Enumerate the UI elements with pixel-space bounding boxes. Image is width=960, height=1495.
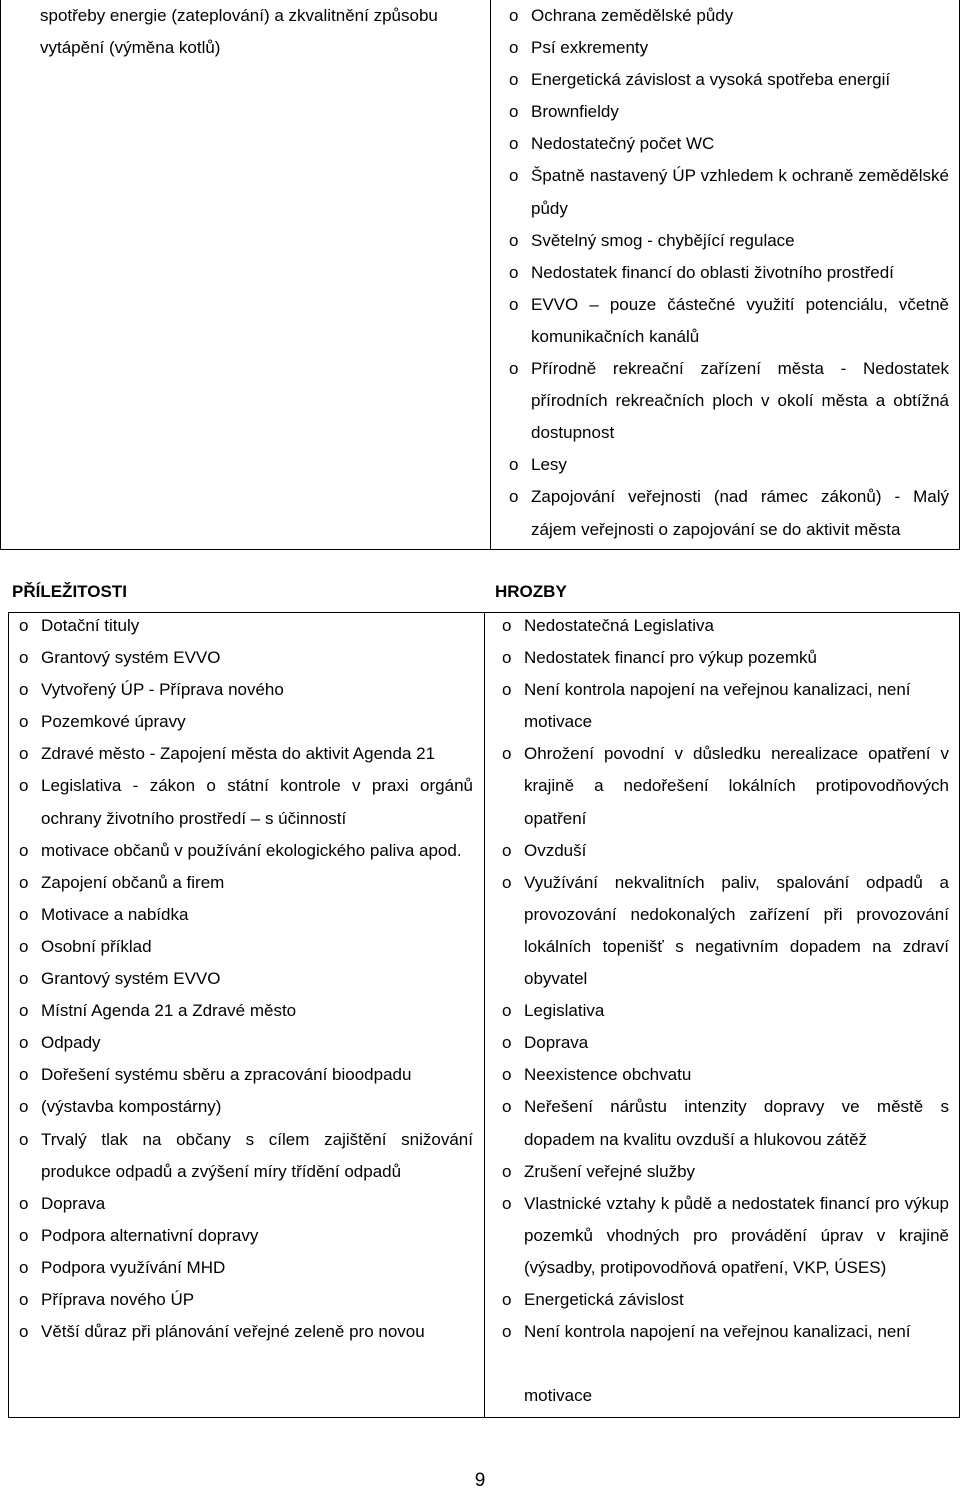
list-item-text: Osobní příklad bbox=[41, 936, 152, 956]
list-item-text: Zrušení veřejné služby bbox=[524, 1161, 696, 1181]
list-item-text: Větší důraz při plánování veřejné zeleně pro novou bbox=[41, 1322, 425, 1342]
list-item-text: Nedostatečná Legislativa bbox=[524, 616, 714, 635]
list-item bbox=[12, 770, 473, 834]
list-item-text: Brownfieldy bbox=[531, 102, 619, 122]
list-item-text: Ohrožení povodní v důsledku nerealizace opatření v krajině a nedořešení lokálních protipovodňových opatření bbox=[524, 744, 949, 828]
list-item bbox=[12, 1124, 473, 1188]
list-item bbox=[12, 1027, 473, 1059]
top-left-cell-text: spotřeby energie (zateplování) a zkvalitnění způsobu vytápění (výměna kotlů) bbox=[40, 6, 438, 58]
list-item bbox=[502, 96, 949, 128]
list-item bbox=[502, 64, 949, 96]
list-item bbox=[12, 835, 473, 867]
list-item bbox=[495, 1091, 949, 1155]
list-item-text: Neexistence obchvatu bbox=[524, 1065, 692, 1085]
threat-continuation-2: motivace bbox=[524, 1386, 593, 1405]
list-item-text: Doprava bbox=[41, 1193, 106, 1213]
list-item bbox=[12, 1284, 473, 1316]
list-item bbox=[12, 706, 473, 738]
list-item-text: Nedostatek financí pro výkup pozemků bbox=[524, 648, 817, 668]
list-item bbox=[502, 32, 949, 64]
list-item bbox=[502, 225, 949, 257]
list-item bbox=[495, 642, 949, 674]
list-item-text: Ovzduší bbox=[524, 840, 587, 860]
list-item-text: Není kontrola napojení na veřejnou kanalizaci, není bbox=[524, 1322, 911, 1342]
list-item bbox=[12, 867, 473, 899]
list-item-text: Psí exkrementy bbox=[531, 38, 649, 58]
opportunities-header: PŘÍLEŽITOSTI bbox=[12, 582, 127, 601]
list-item bbox=[495, 1059, 949, 1091]
list-item bbox=[495, 610, 949, 642]
list-item-text: Energetická závislost bbox=[524, 1289, 684, 1309]
list-item bbox=[502, 257, 949, 289]
list-item-text: Odpady bbox=[41, 1033, 101, 1053]
list-item-text: Podpora alternativní dopravy bbox=[41, 1225, 259, 1245]
list-item bbox=[12, 1091, 473, 1123]
list-item bbox=[12, 610, 473, 642]
list-item-text: Grantový systém EVVO bbox=[41, 648, 221, 668]
list-item-text: Dořešení systému sběru a zpracování bioodpadu bbox=[41, 1065, 412, 1085]
list-item-text: Pozemkové úpravy bbox=[41, 712, 186, 732]
list-item bbox=[12, 931, 473, 963]
list-item-text: Vytvořený ÚP - Příprava nového bbox=[41, 680, 284, 700]
list-item-text: Lesy bbox=[531, 455, 567, 475]
list-item-text: Zapojování veřejnosti (nad rámec zákonů) - Malý zájem veřejnosti o zapojování se do aktivit města bbox=[531, 487, 949, 539]
bottom-table-divider bbox=[484, 612, 485, 1418]
list-item-text: Trvalý tlak na občany s cílem zajištění snižování produkce odpadů a zvýšení míry třídění odpadů bbox=[41, 1129, 473, 1181]
list-item-text: Vlastnické vztahy k půdě a nedostatek financí pro výkup pozemků vhodných pro provádění úprav v krajině (výsadby, protipovodňová opatření, VKP, ÚSES) bbox=[524, 1193, 949, 1277]
list-item-text: Doprava bbox=[524, 1033, 589, 1053]
list-item-text: Dotační tituly bbox=[41, 616, 140, 635]
top-table-divider bbox=[490, 0, 491, 550]
list-item-text: Podpora využívání MHD bbox=[41, 1257, 226, 1277]
opportunities-list bbox=[12, 610, 473, 1348]
list-item-text: Místní Agenda 21 a Zdravé město bbox=[41, 1001, 297, 1021]
list-item bbox=[502, 160, 949, 224]
list-item bbox=[12, 1252, 473, 1284]
list-item bbox=[12, 963, 473, 995]
list-item bbox=[495, 1284, 949, 1316]
list-item bbox=[12, 1316, 473, 1348]
top-right-list bbox=[502, 0, 949, 546]
list-item bbox=[502, 449, 949, 481]
list-item bbox=[502, 353, 949, 449]
list-item bbox=[495, 867, 949, 995]
list-item-text: Ochrana zemědělské půdy bbox=[531, 6, 734, 25]
list-item bbox=[12, 1220, 473, 1252]
page-number: 9 bbox=[474, 1470, 486, 1491]
list-item-text: Špatně nastavený ÚP vzhledem k ochraně zemědělské půdy bbox=[531, 166, 949, 218]
list-item-text: Není kontrola napojení na veřejnou kanalizaci, není bbox=[524, 680, 911, 700]
list-item bbox=[12, 1059, 473, 1091]
threats-header: HROZBY bbox=[495, 582, 567, 601]
list-item bbox=[495, 995, 949, 1027]
list-item-text: Energetická závislost a vysoká spotřeba energií bbox=[531, 70, 891, 90]
list-item-text: Neřešení nárůstu intenzity dopravy ve městě s dopadem na kvalitu ovzduší a hlukovou zátěž bbox=[524, 1097, 949, 1149]
list-item-text: Přírodně rekreační zařízení města - Nedostatek přírodních rekreačních ploch v okolí města a obtížná dostupnost bbox=[531, 359, 949, 443]
list-item bbox=[495, 738, 949, 834]
list-item-text: Využívání nekvalitních paliv, spalování odpadů a provozování nedokonalých zařízení při provozování lokálních topenišť s negativním dopadem na zdraví obyvatel bbox=[524, 872, 949, 989]
list-item-text: Zapojení občanů a firem bbox=[41, 872, 225, 892]
threat-continuation-1: motivace bbox=[524, 712, 593, 731]
list-item-text: motivace občanů v používání ekologického paliva apod. bbox=[41, 840, 462, 860]
list-item bbox=[495, 1156, 949, 1188]
list-item-text: Grantový systém EVVO bbox=[41, 969, 221, 989]
list-item-text: Zdravé město - Zapojení města do aktivit Agenda 21 bbox=[41, 744, 436, 764]
list-item-text: Nedostatek financí do oblasti životního prostředí bbox=[531, 262, 894, 282]
list-item-text: Příprava nového ÚP bbox=[41, 1289, 195, 1309]
list-item-text: Nedostatečný počet WC bbox=[531, 134, 715, 154]
list-item bbox=[495, 674, 949, 706]
list-item-text: (výstavba kompostárny) bbox=[41, 1097, 222, 1117]
list-item bbox=[12, 642, 473, 674]
list-item bbox=[12, 674, 473, 706]
list-item-text: Světelný smog - chybějící regulace bbox=[531, 230, 795, 250]
list-item bbox=[502, 0, 949, 32]
list-item bbox=[502, 481, 949, 545]
list-item bbox=[495, 1188, 949, 1284]
list-item bbox=[495, 835, 949, 867]
list-item bbox=[12, 738, 473, 770]
list-item-text: Motivace a nabídka bbox=[41, 904, 189, 924]
list-item bbox=[502, 128, 949, 160]
list-item-text: EVVO – pouze částečné využití potenciálu, včetně komunikačních kanálů bbox=[531, 294, 949, 346]
list-item bbox=[495, 1027, 949, 1059]
list-item-text: Legislativa - zákon o státní kontrole v praxi orgánů ochrany životního prostředí – s účinností bbox=[41, 776, 473, 828]
list-item bbox=[12, 899, 473, 931]
list-item bbox=[495, 1316, 949, 1348]
list-item-text: Legislativa bbox=[524, 1001, 605, 1021]
list-item bbox=[12, 995, 473, 1027]
list-item bbox=[502, 289, 949, 353]
list-item bbox=[12, 1188, 473, 1220]
